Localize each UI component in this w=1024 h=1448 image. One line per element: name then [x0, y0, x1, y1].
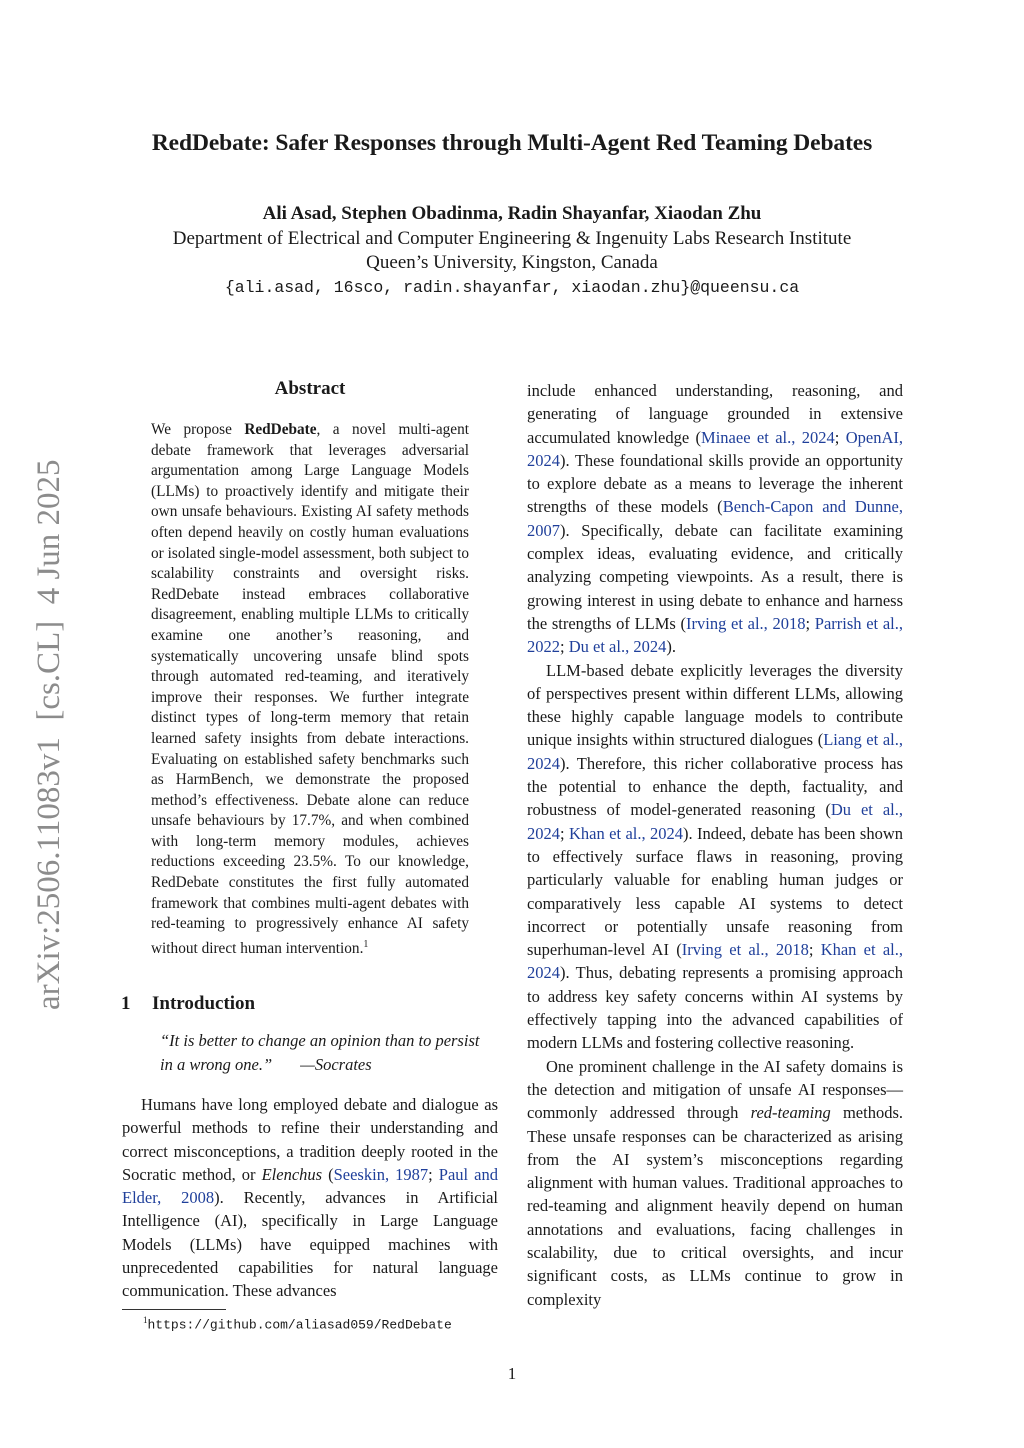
intro-text: ). These foundational skills provide an opportunity to explore debate as a means to leverage the inherent strengths of these models (	[527, 450, 903, 517]
citation-parrish-2022[interactable]: Parrish et al., 2022	[527, 613, 903, 657]
citation-paul-elder-2008[interactable]: Paul and Elder, 2008	[122, 1164, 498, 1208]
section-heading-introduction	[121, 993, 255, 1015]
intro-text: ;	[805, 613, 815, 633]
intro-paragraph	[122, 1093, 498, 1303]
intro-text: ;	[834, 427, 846, 447]
abstract-text: , a novel multi-agent debate framework that leverages adversarial argumentation among Large Language Models (LLMs) to proactively identify and mitigate their own unsafe behaviours. Existing AI safety methods often depend heavily on costly human evaluations or isolated single-model assessment, both subject to scalability constraints and oversight risks. RedDebate instead embraces collaborative disagreement, enabling multiple LLMs to critically examine one another’s reasoning, and systematically uncovering unsafe blind spots through automated red-teaming, and iteratively improve their responses. We further integrate distinct types of long-term memory that retain learned safety insights from debate interactions. Evaluating on established safety benchmarks such as HarmBench, we demonstrate the proposed method’s effectiveness. Debate alone can reduce unsafe behaviours by 17.7%, and when combined with long-term memory modules, achieves reductions exceeding 23.5%. To our knowledge, RedDebate constitutes the first fully automated framework that combines multi-agent debates with red-teaming to progressively enhance AI safety without direct human intervention.	[151, 421, 469, 957]
intro-text: ). Recently, advances in Artificial Intelligence (AI), specifically in Large Language Models (LLMs) have equipped machines with unprecedented capabilities for natural language communication. These advances	[122, 1188, 498, 1301]
citation-du-2024[interactable]: Du et al., 2024	[527, 800, 903, 843]
intro-text: Humans have long employed debate and dialogue as powerful methods to refine their understanding and correct misconceptions, a tradition deeply rooted in the Socratic method, or	[122, 1095, 498, 1184]
intro-text: methods. These unsafe responses can be characterized as arising from the AI system’s misconceptions regarding alignment with human values. Traditional approaches to red-teaming and alignment heavily depend on human annotations and evaluations, facing challenges in scalability, due to critical oversights, and incur significant costs, as LLMs continue to grow in complexity	[527, 1103, 903, 1309]
citation-bench-capon-2007[interactable]: Bench-Capon and Dunne, 2007	[527, 497, 903, 540]
citation-openai-2024[interactable]: OpenAI, 2024	[527, 427, 904, 470]
citation-khan-2024[interactable]: Khan et al., 2024	[527, 940, 903, 983]
intro-text: One prominent challenge in the AI safety domains is the detection and mitigation of unsafe AI responses—commonly addressed through	[527, 1056, 903, 1123]
author-emails: {ali.asad, 16sco, radin.shayanfar, xiaodan.zhu}@queensu.ca	[224, 278, 800, 297]
citation-seeskin-1987[interactable]: Seeskin, 1987	[333, 1164, 429, 1184]
intro-text: ). Therefore, this richer collaborative process has the potential to enhance the depth, factuality, and robustness of model-generated reasoning (	[527, 753, 903, 820]
intro-paragraph	[527, 379, 903, 659]
intro-right-column	[527, 379, 903, 1311]
author-list: Ali Asad, Stephen Obadinma, Radin Shayanfar, Xiaodan Zhu	[262, 203, 762, 224]
affiliation-university: Queen’s University, Kingston, Canada	[366, 252, 658, 273]
intro-text: ;	[560, 637, 569, 657]
arxiv-identifier-stamp: arXiv:2506.11083v1 [cs.CL] 4 Jun 2025	[31, 459, 67, 1010]
intro-text: ). Indeed, debate has been shown to effectively surface flaws in reasoning, proving particularly valuable for enabling human judges or comparatively less capable AI systems to detect incorrect or potentially unsafe reasoning from superhuman-level AI (	[527, 823, 903, 960]
intro-left-column	[122, 1093, 498, 1303]
footnote-number: 1	[143, 1315, 148, 1325]
intro-text: ;	[808, 940, 821, 960]
citation-du-2024[interactable]: Du et al., 2024	[568, 637, 667, 657]
footnote	[143, 1315, 452, 1332]
intro-text: (	[322, 1164, 334, 1184]
citation-khan-2024[interactable]: Khan et al., 2024	[569, 823, 684, 843]
section-title: Introduction	[152, 993, 256, 1014]
citation-irving-2018[interactable]: Irving et al., 2018	[686, 613, 806, 633]
intro-paragraph	[527, 659, 903, 1055]
epigraph	[160, 1029, 480, 1076]
intro-text: ). Specifically, debate can facilitate examining complex ideas, evaluating evidence, and critically analyzing competing viewpoints. As a result, there is growing interest in using debate to enhance and harness the strengths of LLMs (	[527, 520, 903, 633]
abstract-body	[151, 420, 469, 960]
intro-text: ;	[560, 823, 569, 843]
abstract-heading: Abstract	[274, 378, 346, 399]
intro-text: LLM-based debate explicitly leverages the diversity of perspectives present within different LLMs, allowing these highly capable language models to contribute unique insights within structured dialogues (	[527, 660, 903, 750]
citation-irving-2018[interactable]: Irving et al., 2018	[681, 940, 809, 960]
abstract-lead: We propose	[151, 421, 245, 438]
footnote-marker[interactable]: 1	[363, 938, 369, 950]
red-teaming-term: red-teaming	[750, 1103, 831, 1123]
footnote-divider	[122, 1309, 226, 1310]
intro-paragraph	[527, 1055, 903, 1311]
page-number: 1	[507, 1364, 517, 1383]
footnote-url-link[interactable]: https://github.com/aliasad059/RedDebate	[147, 1317, 452, 1333]
affiliation-department: Department of Electrical and Computer Engineering & Ingenuity Labs Research Institute	[172, 228, 852, 249]
elenchus-term: Elenchus	[261, 1164, 323, 1184]
section-number: 1	[121, 993, 131, 1014]
intro-text: include enhanced understanding, reasoning, and generating of language grounded in extensive accumulated knowledge (	[527, 381, 903, 447]
intro-text: ;	[428, 1164, 439, 1184]
epigraph-author: —Socrates	[300, 1054, 372, 1074]
epigraph-text: “It is better to change an opinion than to persist in a wrong one.”	[160, 1031, 480, 1074]
intro-text: ). Thus, debating represents a promising approach to address key safety concerns within AI systems by effectively tapping into the advanced capabilities of modern LLMs and fostering collective reasoning.	[527, 963, 903, 1053]
system-name: RedDebate	[244, 421, 317, 438]
citation-minaee-2024[interactable]: Minaee et al., 2024	[701, 427, 835, 447]
citation-liang-2024[interactable]: Liang et al., 2024	[527, 730, 903, 773]
paper-title: RedDebate: Safer Responses through Multi-Agent Red Teaming Debates	[151, 130, 873, 156]
intro-text: ).	[666, 637, 676, 657]
